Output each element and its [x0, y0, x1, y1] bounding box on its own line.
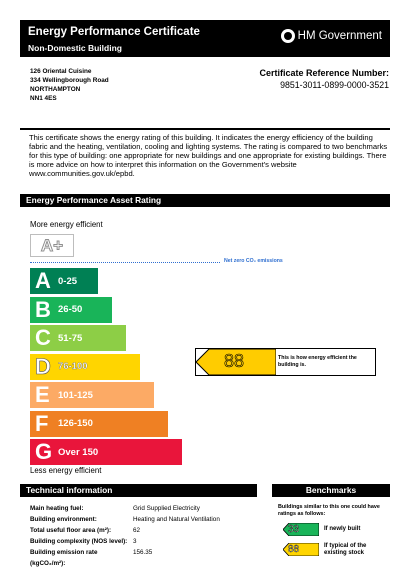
- benchmark-item: [283, 543, 384, 556]
- address-line: NORTHAMPTON: [30, 86, 81, 93]
- technical-info-value: 156.35: [133, 549, 153, 556]
- rating-band-d: [30, 354, 140, 380]
- technical-info-label: Main heating fuel:: [30, 505, 84, 512]
- address-line: 334 Wellingborough Road: [30, 77, 109, 84]
- current-rating-arrow: [196, 349, 276, 375]
- hm-government-logo: [281, 29, 382, 43]
- technical-info-label: Building environment:: [30, 516, 97, 523]
- building-address: [30, 67, 109, 103]
- certificate-reference-label: Certificate Reference Number:: [259, 68, 389, 78]
- rating-band-e: [30, 382, 154, 408]
- band-range: 101-125: [58, 389, 93, 401]
- certificate-subtitle: Non-Domestic Building: [28, 43, 122, 53]
- band-range: 126-150: [58, 418, 93, 429]
- certificate-title: Energy Performance Certificate: [28, 26, 200, 38]
- technical-info-row: [30, 536, 220, 547]
- benchmark-value: 88: [288, 544, 300, 555]
- technical-info-heading: Technical information: [20, 484, 257, 497]
- technical-info-value: Grid Supplied Electricity: [133, 505, 200, 512]
- band-letter: F: [35, 410, 49, 436]
- technical-info-table: [30, 503, 220, 569]
- rating-band-c: [30, 325, 126, 351]
- net-zero-label: Net zero CO₂ emissions: [224, 258, 283, 264]
- band-range: 0-25: [58, 275, 78, 287]
- net-zero-line: [30, 262, 220, 263]
- header-bar: [20, 20, 390, 57]
- address-line: 126 Oriental Cuisine: [30, 68, 92, 75]
- band-letter: A: [35, 268, 51, 293]
- technical-info-value: 62: [133, 527, 141, 534]
- benchmarks-intro: Buildings similar to this one could have ratings as follows:: [278, 504, 380, 517]
- benchmark-label: If typical of the existing stock: [324, 542, 367, 556]
- technical-info-label: Building complexity (NOS level):: [30, 538, 128, 545]
- band-letter: B: [35, 296, 51, 322]
- benchmark-label: If newly built: [324, 526, 361, 532]
- technical-info-value: 3: [133, 538, 137, 545]
- asset-rating-heading: Energy Performance Asset Rating: [20, 194, 390, 207]
- technical-info-row: [30, 525, 220, 536]
- band-letter: E: [35, 382, 50, 407]
- technical-info-row: [30, 503, 220, 514]
- intro-paragraph: This certificate shows the energy rating of this building. It indicates the energy efficiency of the building fabric and the heating, ventilation, cooling and lighting systems. The rating is compared to two benchmarks for this type of building: one appropriate for new buildings and one appropriate for existing buildings. There is more advice on how to interpret this information on the Government's website www.communities.gov.uk/epbd.: [29, 133, 388, 179]
- rating-band-f: [30, 411, 168, 437]
- current-rating-note: This is how energy efficient the building is.: [278, 355, 357, 368]
- rating-band-b: [30, 297, 112, 323]
- less-efficient-label: Less energy efficient: [30, 466, 102, 475]
- address-line: NN1 4ES: [30, 95, 57, 102]
- benchmark-arrow: [283, 523, 319, 536]
- current-rating-value: 88: [224, 351, 245, 371]
- rating-band-a: [30, 268, 98, 294]
- band-range: 51-75: [58, 332, 83, 344]
- a-plus-label: A+: [40, 235, 64, 255]
- band-range: 76-100: [58, 361, 88, 372]
- technical-info-label: Building emission rate (kgCO₂/m²):: [30, 549, 98, 567]
- technical-info-row: [30, 514, 220, 525]
- benchmark-value: 33: [288, 524, 300, 535]
- benchmarks-heading: Benchmarks: [272, 484, 390, 497]
- rating-band-g: [30, 439, 182, 465]
- band-range: Over 150: [58, 446, 99, 458]
- more-efficient-label: More energy efficient: [30, 220, 103, 229]
- benchmark-item: [283, 523, 384, 536]
- technical-info-row: [30, 547, 220, 569]
- band-letter: C: [35, 325, 51, 350]
- band-letter: D: [35, 353, 51, 379]
- technical-info-value: Heating and Natural Ventilation: [133, 516, 220, 523]
- royal-crest-icon: [281, 29, 295, 43]
- band-letter: G: [35, 439, 53, 464]
- benchmark-arrow: [283, 543, 319, 556]
- divider: [20, 128, 390, 130]
- band-range: 26-50: [58, 304, 83, 315]
- technical-info-label: Total useful floor area (m²):: [30, 527, 112, 534]
- a-plus-band: [30, 234, 74, 257]
- certificate-reference-number: 9851-3011-0899-0000-3521: [280, 80, 389, 90]
- hm-government-text: HM Government: [297, 30, 382, 42]
